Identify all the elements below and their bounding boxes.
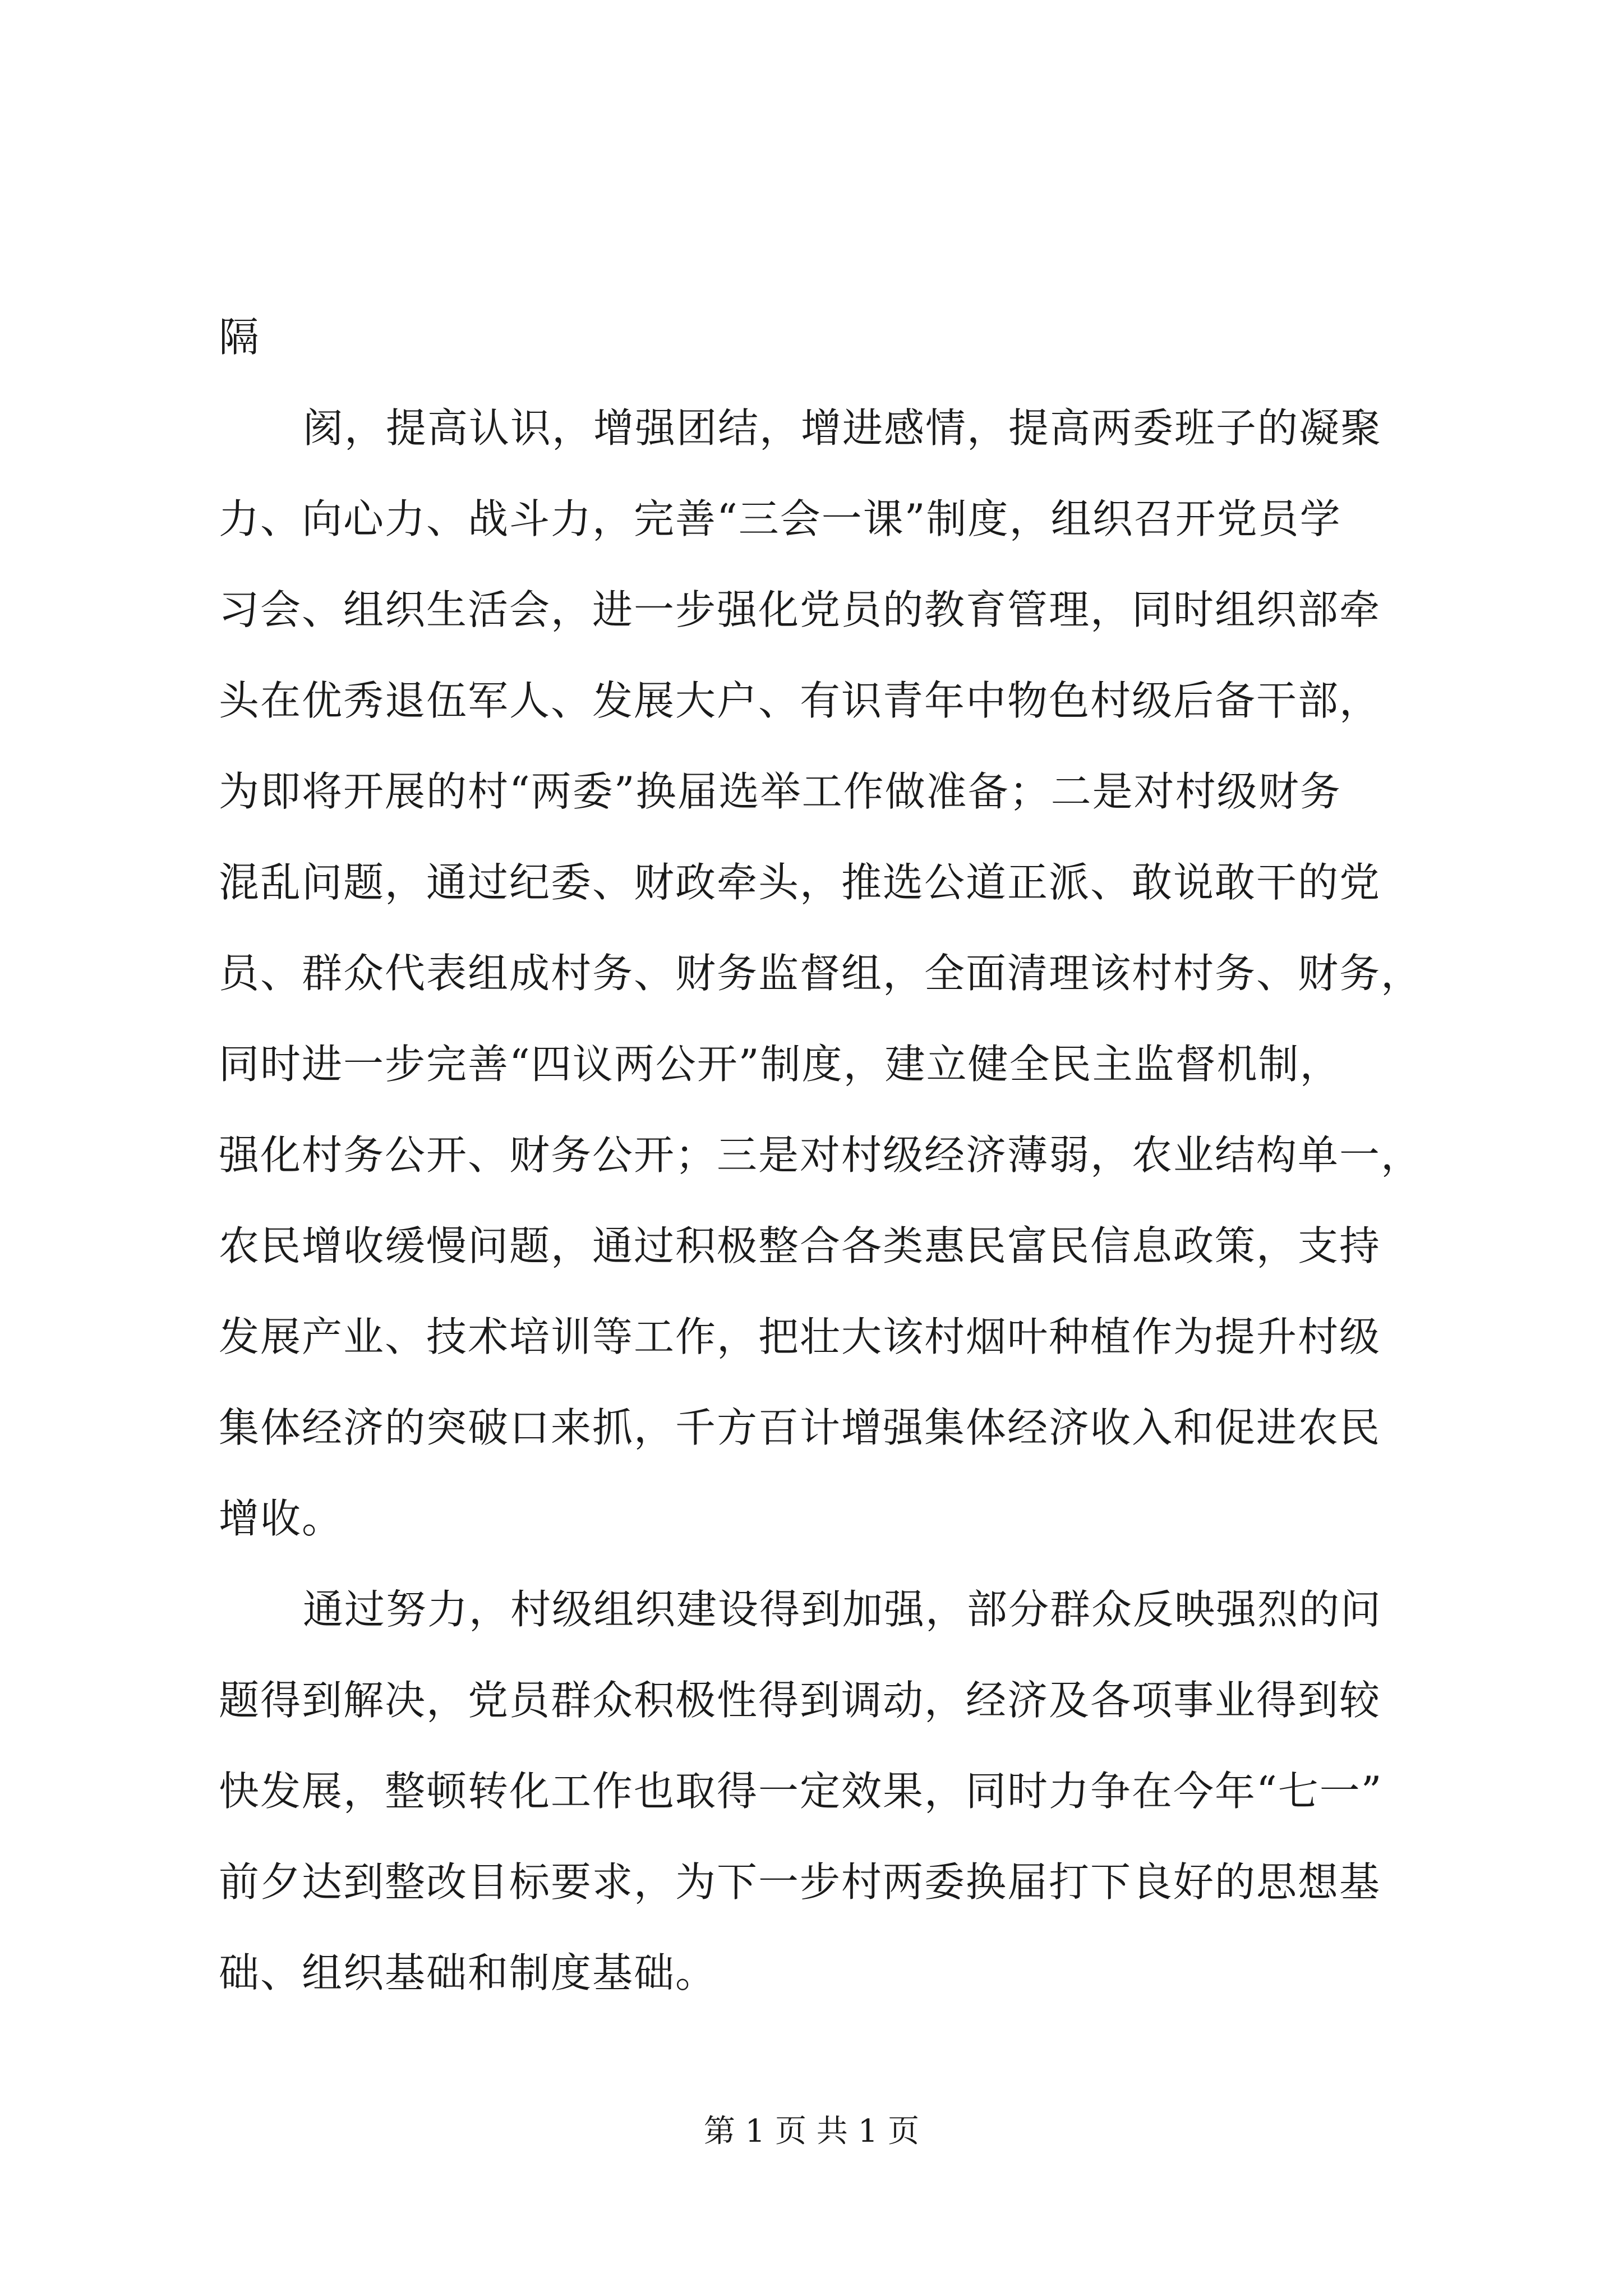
text-line: 农民增收缓慢问题，通过积极整合各类惠民富民信息政策，支持 [219, 1222, 1381, 1269]
text-line: 员、群众代表组成村务、财务监督组，全面清理该村村务、财务， [219, 950, 1423, 997]
document-body [219, 292, 1423, 2018]
text-line: 通过努力，村级组织建设得到加强，部分群众反映强烈的问 [303, 1586, 1382, 1633]
text-line: 增收。 [219, 1495, 344, 1542]
text-line: 前夕达到整改目标要求，为下一步村两委换届打下良好的思想基 [219, 1858, 1381, 1906]
text-line: 快发展，整顿转化工作也取得一定效果，同时力争在今年“七一” [219, 1768, 1383, 1815]
text-line: 同时进一步完善“四议两公开”制度，建立健全民主监督机制， [219, 1041, 1341, 1088]
text-line: 混乱问题，通过纪委、财政牵头，推选公道正派、敢说敢干的党 [219, 859, 1381, 906]
text-line: 强化村务公开、财务公开；三是对村级经济薄弱，农业结构单一， [219, 1131, 1423, 1179]
text-line: 习会、组织生活会，进一步强化党员的教育管理，同时组织部牵 [219, 586, 1381, 633]
text-line: 力、向心力、战斗力，完善“三会一课”制度，组织召开党员学 [219, 495, 1341, 542]
text-line: 为即将开展的村“两委”换届选举工作做准备；二是对村级财务 [219, 768, 1341, 815]
text-line: 发展产业、技术培训等工作，把壮大该村烟叶种植作为提升村级 [219, 1313, 1381, 1360]
text-line: 集体经济的突破口来抓，千方百计增强集体经济收入和促进农民 [219, 1404, 1381, 1451]
page-footer [0, 2109, 1623, 2154]
text-line: 础、组织基础和制度基础。 [219, 1949, 717, 1996]
text-line: 头在优秀退伍军人、发展大户、有识青年中物色村级后备干部， [219, 677, 1381, 724]
text-line: 题得到解决，党员群众积极性得到调动，经济及各项事业得到较 [219, 1677, 1381, 1724]
page-number: 第 1 页 共 1 页 [703, 2113, 920, 2150]
text-line: 隔 [219, 314, 261, 361]
text-line: 阂，提高认识，增强团结，增进感情，提高两委班子的凝聚 [303, 404, 1382, 452]
